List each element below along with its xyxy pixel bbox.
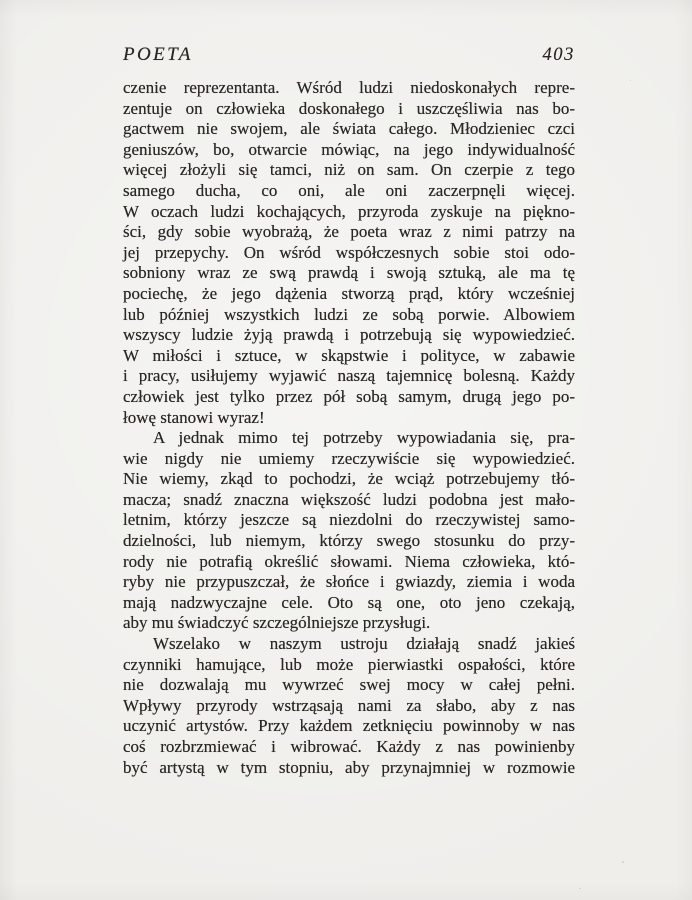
text-line: aby mu świadczyć szczególniejsze przysługi. [123,613,431,633]
text-line: wszyscy ludzie żyją prawdą i potrzebują się wypowiedzieć. [123,325,575,345]
text-line: geniuszów, bo, otwarcie mówiąc, na jego indywidualność [123,139,575,159]
paper-speck [622,861,624,863]
text-line: letnim, którzy jeszcze są niezdolni do rzeczywistej samo- [123,510,575,530]
text-line: być artystą w tym stopniu, aby przynajmniej w rozmowie [123,757,575,777]
text-line: macza; snadź znaczna większość ludzi podobna jest mało- [123,489,575,509]
text-line: W miłości i sztuce, w skąpstwie i polityce, w zabawie [123,345,575,365]
paper-speck [579,888,581,889]
text-line: W oczach ludzi kochających, przyroda zyskuje na piękno- [123,201,575,221]
text-line: pociechę, że jego dążenia stworzą prąd, który wcześniej [123,283,575,303]
text-line: nie dozwalają mu wywrzeć swej mocy w całej pełni. [123,675,575,695]
text-line: gactwem nie swojem, ale świata całego. Młodzieniec czci [123,119,575,139]
text-line: Nie wiemy, zkąd to pochodzi, że wciąż potrzebujemy tłó- [123,469,575,489]
text-line: człowiek jest tylko przez pół sobą samym, drugą jego po- [123,386,575,406]
text-line: Wszelako w naszym ustroju działają snadź jakieś [153,634,575,654]
text-line: mają nadzwyczajne cele. Oto są one, oto jeno czekają, [123,592,575,612]
text-line: wie nigdy nie umiemy rzeczywiście się wypowiedzieć. [123,448,575,468]
text-line: czynniki hamujące, lub może pierwiastki ospałości, które [123,654,575,674]
text-line: zentuje on człowieka doskonałego i uszczęśliwia nas bo- [123,98,575,118]
text-line: łowę stanowi wyraz! [123,407,265,427]
page-header [123,44,575,66]
text-line: uczynić artystów. Przy każdem zetknięciu powinnoby w nas [123,716,575,736]
text-line: dzielności, lub niemym, którzy swego stosunku do przy- [123,531,575,551]
page-body [123,78,575,778]
text-line: więcej złożyli się tamci, niż on sam. On czerpie z tego [123,160,575,180]
text-line: czenie reprezentanta. Wśród ludzi niedoskonałych repre- [123,78,575,97]
page-number: 403 [542,45,575,65]
text-line: sobniony wraz ze swą prawdą i swoją sztuką, ale ma tę [123,263,575,283]
text-line: i pracy, usiłujemy wyjawić naszą tajemnicę bolesną. Każdy [123,366,575,386]
text-line: lub później wszystkich ludzi ze sobą porwie. Albowiem [123,304,575,324]
text-line: samego ducha, co oni, ale oni zaczerpnęli więcej. [123,180,575,200]
text-line: Wpływy przyrody wstrząsają nami za słabo, aby z nas [123,695,575,715]
text-line: rody nie potrafią określić słowami. Niema człowieka, któ- [123,551,575,571]
text-line: jej przepychy. On wśród współczesnych sobie stoi odo- [123,242,575,262]
text-line: coś rozbrzmiewać i wibrować. Każdy z nas powinienby [123,737,575,756]
text-line: ści, gdy sobie wyobrażą, że poeta wraz z nimi patrzy na [123,222,575,242]
text-line: A jednak mimo tej potrzeby wypowiadania się, pra- [153,428,575,448]
paper-speck [630,80,631,81]
running-title: POETA [123,44,193,65]
text-line: ryby nie przypuszczał, że słońce i gwiazdy, ziemia i woda [123,572,575,592]
